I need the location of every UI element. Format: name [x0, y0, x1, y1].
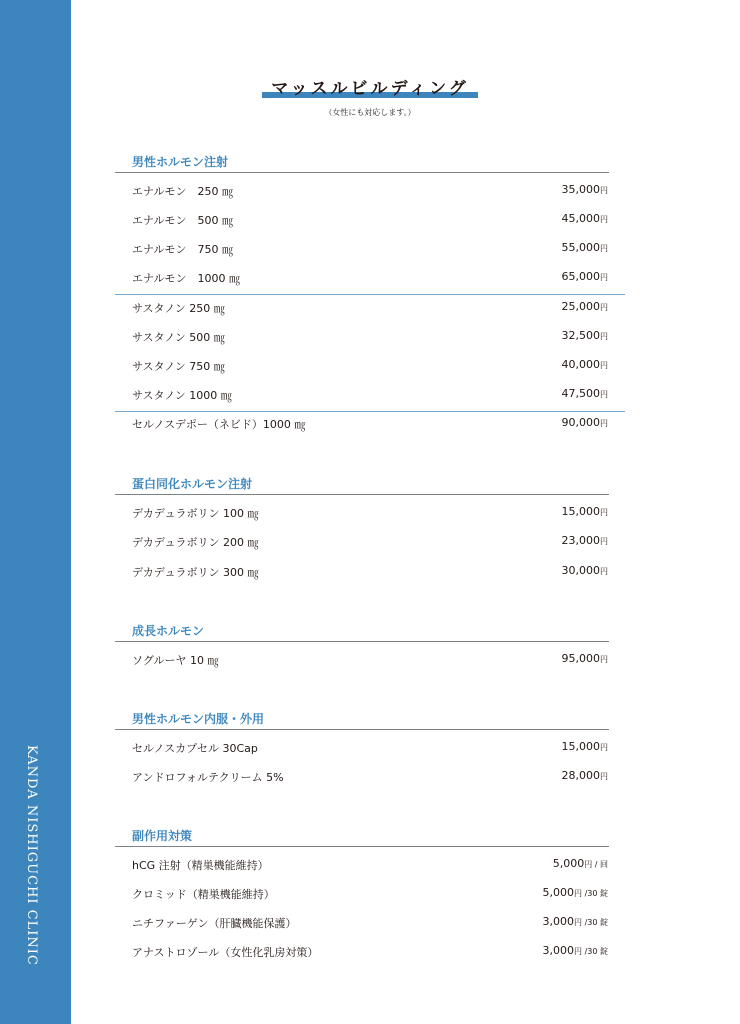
- section-divider: [115, 494, 609, 495]
- item-price: 3,000円 /30 錠: [542, 944, 608, 957]
- group-divider: [115, 294, 625, 295]
- section-title: 副作用対策: [132, 829, 193, 843]
- item-price: 15,000円: [561, 505, 608, 518]
- section-title: 男性ホルモン注射: [132, 155, 229, 169]
- item-name: エナルモン 250 ㎎: [132, 185, 233, 198]
- item-name: ニチファーゲン（肝臓機能保護）: [132, 917, 297, 930]
- item-price: 28,000円: [561, 769, 608, 782]
- item-price: 15,000円: [561, 740, 608, 753]
- list-item: [132, 740, 608, 758]
- item-price: 65,000円: [561, 270, 608, 283]
- list-item: [132, 212, 608, 230]
- list-item: [132, 387, 608, 405]
- list-item: [132, 534, 608, 552]
- page-title: マッスルビルディング: [271, 79, 469, 99]
- item-name: デカデュラボリン 200 ㎎: [132, 536, 259, 549]
- list-item: [132, 652, 608, 670]
- item-name: エナルモン 750 ㎎: [132, 243, 233, 256]
- item-name: アンドロフォルテクリーム 5%: [132, 771, 284, 784]
- list-item: [132, 329, 608, 347]
- list-item: [132, 183, 608, 201]
- item-price: 30,000円: [561, 564, 608, 577]
- item-name: デカデュラボリン 100 ㎎: [132, 507, 259, 520]
- item-price: 25,000円: [561, 300, 608, 313]
- page-subtitle: （女性にも対応します。）: [324, 108, 416, 117]
- item-price: 23,000円: [561, 534, 608, 547]
- item-price: 32,500円: [561, 329, 608, 342]
- item-name: サスタノン 500 ㎎: [132, 331, 225, 344]
- item-price: 55,000円: [561, 241, 608, 254]
- item-price: 40,000円: [561, 358, 608, 371]
- item-name: セルノスデポー（ネビド）1000 ㎎: [132, 418, 306, 431]
- item-name: クロミッド（精巣機能維持）: [132, 888, 275, 901]
- item-name: アナストロゾール（女性化乳房対策）: [132, 946, 319, 959]
- section-divider: [115, 641, 609, 642]
- section-divider: [115, 729, 609, 730]
- item-price: 90,000円: [561, 416, 608, 429]
- item-name: セルノスカプセル 30Cap: [132, 742, 258, 755]
- item-name: サスタノン 1000 ㎎: [132, 389, 232, 402]
- item-price: 47,500円: [561, 387, 608, 400]
- list-item: [132, 915, 608, 933]
- list-item: [132, 505, 608, 523]
- list-item: [132, 857, 608, 875]
- list-item: [132, 416, 608, 434]
- group-divider: [115, 411, 625, 412]
- list-item: [132, 241, 608, 259]
- item-price: 95,000円: [561, 652, 608, 665]
- list-item: [132, 769, 608, 787]
- item-price: 5,000円 / 回: [552, 857, 608, 870]
- section-title: 成長ホルモン: [132, 624, 205, 638]
- list-item: [132, 944, 608, 962]
- list-item: [132, 886, 608, 904]
- item-name: エナルモン 1000 ㎎: [132, 272, 240, 285]
- item-name: サスタノン 750 ㎎: [132, 360, 225, 373]
- item-price: 3,000円 /30 錠: [542, 915, 608, 928]
- item-price: 5,000円 /30 錠: [542, 886, 608, 899]
- list-item: [132, 270, 608, 288]
- item-name: ソグルーヤ 10 ㎎: [132, 654, 219, 667]
- section-divider: [115, 172, 609, 173]
- list-item: [132, 358, 608, 376]
- sidebar: [0, 0, 71, 1024]
- item-price: 45,000円: [561, 212, 608, 225]
- item-name: hCG 注射（精巣機能維持）: [132, 859, 269, 872]
- item-price: 35,000円: [561, 183, 608, 196]
- list-item: [132, 564, 608, 582]
- item-name: エナルモン 500 ㎎: [132, 214, 233, 227]
- item-name: サスタノン 250 ㎎: [132, 302, 225, 315]
- list-item: [132, 300, 608, 318]
- section-title: 蛋白同化ホルモン注射: [132, 477, 253, 491]
- section-title: 男性ホルモン内服・外用: [132, 712, 265, 726]
- item-name: デカデュラボリン 300 ㎎: [132, 566, 259, 579]
- clinic-name: KANDA NISHIGUCHI CLINIC: [24, 745, 39, 966]
- section-divider: [115, 846, 609, 847]
